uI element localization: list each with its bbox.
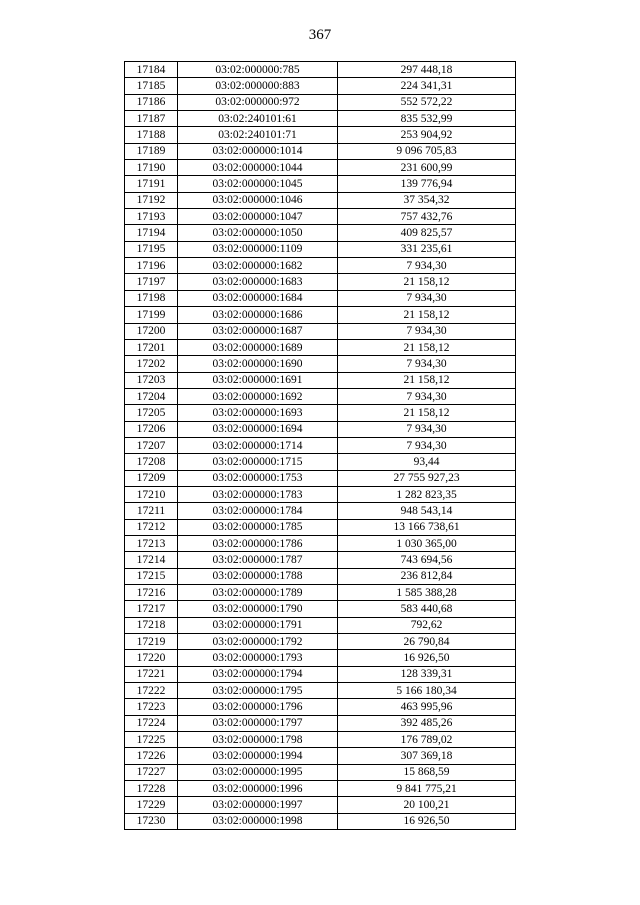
value-cell: 307 369,18 <box>338 748 516 764</box>
row-number-cell: 17188 <box>125 127 178 143</box>
table-row <box>125 666 516 682</box>
row-number-cell: 17191 <box>125 176 178 192</box>
cadastral-number-cell: 03:02:000000:1995 <box>178 764 338 780</box>
cadastral-number-cell: 03:02:000000:1682 <box>178 258 338 274</box>
cadastral-number-cell: 03:02:000000:1045 <box>178 176 338 192</box>
row-number-cell: 17218 <box>125 617 178 633</box>
value-cell: 37 354,32 <box>338 192 516 208</box>
table-row <box>125 290 516 306</box>
row-number-cell: 17215 <box>125 568 178 584</box>
table-row <box>125 372 516 388</box>
row-number-cell: 17189 <box>125 143 178 159</box>
table-body <box>125 62 516 830</box>
value-cell: 583 440,68 <box>338 601 516 617</box>
cadastral-number-cell: 03:02:000000:1795 <box>178 683 338 699</box>
cadastral-number-cell: 03:02:000000:1994 <box>178 748 338 764</box>
value-cell: 1 282 823,35 <box>338 486 516 502</box>
table-row <box>125 307 516 323</box>
cadastral-number-cell: 03:02:000000:1683 <box>178 274 338 290</box>
value-cell: 7 934,30 <box>338 258 516 274</box>
row-number-cell: 17221 <box>125 666 178 682</box>
cadastral-value-table <box>124 61 516 830</box>
cadastral-number-cell: 03:02:240101:61 <box>178 111 338 127</box>
value-cell: 757 432,76 <box>338 209 516 225</box>
row-number-cell: 17230 <box>125 813 178 829</box>
cadastral-number-cell: 03:02:000000:1050 <box>178 225 338 241</box>
cadastral-number-cell: 03:02:000000:1694 <box>178 421 338 437</box>
cadastral-number-cell: 03:02:000000:1691 <box>178 372 338 388</box>
row-number-cell: 17196 <box>125 258 178 274</box>
row-number-cell: 17206 <box>125 421 178 437</box>
row-number-cell: 17194 <box>125 225 178 241</box>
row-number-cell: 17184 <box>125 62 178 78</box>
value-cell: 9 096 705,83 <box>338 143 516 159</box>
value-cell: 16 926,50 <box>338 650 516 666</box>
cadastral-number-cell: 03:02:000000:1784 <box>178 503 338 519</box>
cadastral-number-cell: 03:02:000000:1783 <box>178 486 338 502</box>
value-cell: 7 934,30 <box>338 421 516 437</box>
row-number-cell: 17209 <box>125 470 178 486</box>
value-cell: 1 585 388,28 <box>338 585 516 601</box>
value-cell: 1 030 365,00 <box>338 535 516 551</box>
row-number-cell: 17199 <box>125 307 178 323</box>
value-cell: 21 158,12 <box>338 307 516 323</box>
value-cell: 7 934,30 <box>338 323 516 339</box>
table-row <box>125 585 516 601</box>
value-cell: 835 532,99 <box>338 111 516 127</box>
table-row <box>125 470 516 486</box>
value-cell: 26 790,84 <box>338 634 516 650</box>
cadastral-number-cell: 03:02:000000:1792 <box>178 634 338 650</box>
cadastral-number-cell: 03:02:240101:71 <box>178 127 338 143</box>
cadastral-number-cell: 03:02:000000:1791 <box>178 617 338 633</box>
value-cell: 297 448,18 <box>338 62 516 78</box>
table-row <box>125 568 516 584</box>
table-row <box>125 732 516 748</box>
value-cell: 236 812,84 <box>338 568 516 584</box>
table-row <box>125 454 516 470</box>
row-number-cell: 17185 <box>125 78 178 94</box>
cadastral-number-cell: 03:02:000000:1715 <box>178 454 338 470</box>
table-row <box>125 94 516 110</box>
table-row <box>125 388 516 404</box>
table-row <box>125 699 516 715</box>
value-cell: 552 572,22 <box>338 94 516 110</box>
cadastral-number-cell: 03:02:000000:1693 <box>178 405 338 421</box>
table-row <box>125 209 516 225</box>
table-row <box>125 748 516 764</box>
row-number-cell: 17228 <box>125 781 178 797</box>
cadastral-number-cell: 03:02:000000:1997 <box>178 797 338 813</box>
table-row <box>125 78 516 94</box>
table-row <box>125 764 516 780</box>
row-number-cell: 17211 <box>125 503 178 519</box>
cadastral-number-cell: 03:02:000000:883 <box>178 78 338 94</box>
value-cell: 463 995,96 <box>338 699 516 715</box>
row-number-cell: 17212 <box>125 519 178 535</box>
table-row <box>125 258 516 274</box>
cadastral-number-cell: 03:02:000000:972 <box>178 94 338 110</box>
table-row <box>125 356 516 372</box>
table-row <box>125 127 516 143</box>
table-row <box>125 650 516 666</box>
table-row <box>125 192 516 208</box>
table-row <box>125 111 516 127</box>
cadastral-number-cell: 03:02:000000:1797 <box>178 715 338 731</box>
cadastral-number-cell: 03:02:000000:1687 <box>178 323 338 339</box>
value-cell: 7 934,30 <box>338 356 516 372</box>
value-cell: 7 934,30 <box>338 290 516 306</box>
table-row <box>125 813 516 829</box>
table-row <box>125 241 516 257</box>
value-cell: 16 926,50 <box>338 813 516 829</box>
row-number-cell: 17192 <box>125 192 178 208</box>
table-row <box>125 552 516 568</box>
row-number-cell: 17223 <box>125 699 178 715</box>
value-cell: 409 825,57 <box>338 225 516 241</box>
row-number-cell: 17216 <box>125 585 178 601</box>
cadastral-number-cell: 03:02:000000:1793 <box>178 650 338 666</box>
value-cell: 224 341,31 <box>338 78 516 94</box>
row-number-cell: 17227 <box>125 764 178 780</box>
row-number-cell: 17197 <box>125 274 178 290</box>
table-row <box>125 405 516 421</box>
table-row <box>125 339 516 355</box>
value-cell: 792,62 <box>338 617 516 633</box>
row-number-cell: 17205 <box>125 405 178 421</box>
row-number-cell: 17208 <box>125 454 178 470</box>
value-cell: 7 934,30 <box>338 437 516 453</box>
value-cell: 21 158,12 <box>338 339 516 355</box>
cadastral-number-cell: 03:02:000000:1796 <box>178 699 338 715</box>
table-row <box>125 486 516 502</box>
value-cell: 7 934,30 <box>338 388 516 404</box>
value-cell: 948 543,14 <box>338 503 516 519</box>
row-number-cell: 17187 <box>125 111 178 127</box>
cadastral-number-cell: 03:02:000000:1787 <box>178 552 338 568</box>
value-cell: 128 339,31 <box>338 666 516 682</box>
cadastral-number-cell: 03:02:000000:1689 <box>178 339 338 355</box>
cadastral-number-cell: 03:02:000000:1714 <box>178 437 338 453</box>
table-row <box>125 160 516 176</box>
row-number-cell: 17217 <box>125 601 178 617</box>
cadastral-number-cell: 03:02:000000:1794 <box>178 666 338 682</box>
value-cell: 743 694,56 <box>338 552 516 568</box>
row-number-cell: 17202 <box>125 356 178 372</box>
table-row <box>125 601 516 617</box>
cadastral-number-cell: 03:02:000000:1044 <box>178 160 338 176</box>
cadastral-number-cell: 03:02:000000:1692 <box>178 388 338 404</box>
row-number-cell: 17214 <box>125 552 178 568</box>
value-cell: 93,44 <box>338 454 516 470</box>
value-cell: 21 158,12 <box>338 405 516 421</box>
value-cell: 9 841 775,21 <box>338 781 516 797</box>
row-number-cell: 17186 <box>125 94 178 110</box>
row-number-cell: 17210 <box>125 486 178 502</box>
table-row <box>125 715 516 731</box>
value-cell: 231 600,99 <box>338 160 516 176</box>
row-number-cell: 17201 <box>125 339 178 355</box>
value-cell: 331 235,61 <box>338 241 516 257</box>
row-number-cell: 17200 <box>125 323 178 339</box>
table-row <box>125 225 516 241</box>
cadastral-number-cell: 03:02:000000:1109 <box>178 241 338 257</box>
table-row <box>125 274 516 290</box>
value-cell: 15 868,59 <box>338 764 516 780</box>
row-number-cell: 17195 <box>125 241 178 257</box>
cadastral-number-cell: 03:02:000000:1684 <box>178 290 338 306</box>
table-row <box>125 421 516 437</box>
cadastral-number-cell: 03:02:000000:1798 <box>178 732 338 748</box>
cadastral-number-cell: 03:02:000000:1014 <box>178 143 338 159</box>
row-number-cell: 17204 <box>125 388 178 404</box>
cadastral-number-cell: 03:02:000000:1789 <box>178 585 338 601</box>
row-number-cell: 17213 <box>125 535 178 551</box>
row-number-cell: 17219 <box>125 634 178 650</box>
cadastral-number-cell: 03:02:000000:1046 <box>178 192 338 208</box>
cadastral-number-cell: 03:02:000000:1788 <box>178 568 338 584</box>
row-number-cell: 17190 <box>125 160 178 176</box>
row-number-cell: 17229 <box>125 797 178 813</box>
table-row <box>125 503 516 519</box>
row-number-cell: 17203 <box>125 372 178 388</box>
row-number-cell: 17207 <box>125 437 178 453</box>
row-number-cell: 17222 <box>125 683 178 699</box>
table-row <box>125 797 516 813</box>
value-cell: 392 485,26 <box>338 715 516 731</box>
cadastral-number-cell: 03:02:000000:1786 <box>178 535 338 551</box>
value-cell: 13 166 738,61 <box>338 519 516 535</box>
table-row <box>125 143 516 159</box>
page-number: 367 <box>308 27 332 43</box>
row-number-cell: 17220 <box>125 650 178 666</box>
table-row <box>125 176 516 192</box>
row-number-cell: 17193 <box>125 209 178 225</box>
table-row <box>125 535 516 551</box>
value-cell: 21 158,12 <box>338 372 516 388</box>
cadastral-number-cell: 03:02:000000:1686 <box>178 307 338 323</box>
table-row <box>125 437 516 453</box>
cadastral-number-cell: 03:02:000000:1790 <box>178 601 338 617</box>
table-row <box>125 519 516 535</box>
row-number-cell: 17198 <box>125 290 178 306</box>
value-cell: 139 776,94 <box>338 176 516 192</box>
table-row <box>125 683 516 699</box>
cadastral-number-cell: 03:02:000000:1753 <box>178 470 338 486</box>
value-cell: 20 100,21 <box>338 797 516 813</box>
cadastral-number-cell: 03:02:000000:785 <box>178 62 338 78</box>
cadastral-number-cell: 03:02:000000:1690 <box>178 356 338 372</box>
table-row <box>125 617 516 633</box>
value-cell: 253 904,92 <box>338 127 516 143</box>
table-row <box>125 781 516 797</box>
cadastral-number-cell: 03:02:000000:1996 <box>178 781 338 797</box>
value-cell: 21 158,12 <box>338 274 516 290</box>
cadastral-number-cell: 03:02:000000:1785 <box>178 519 338 535</box>
row-number-cell: 17225 <box>125 732 178 748</box>
value-cell: 5 166 180,34 <box>338 683 516 699</box>
cadastral-number-cell: 03:02:000000:1998 <box>178 813 338 829</box>
table-row <box>125 634 516 650</box>
cadastral-number-cell: 03:02:000000:1047 <box>178 209 338 225</box>
row-number-cell: 17226 <box>125 748 178 764</box>
row-number-cell: 17224 <box>125 715 178 731</box>
value-cell: 176 789,02 <box>338 732 516 748</box>
value-cell: 27 755 927,23 <box>338 470 516 486</box>
table-row <box>125 62 516 78</box>
table-row <box>125 323 516 339</box>
